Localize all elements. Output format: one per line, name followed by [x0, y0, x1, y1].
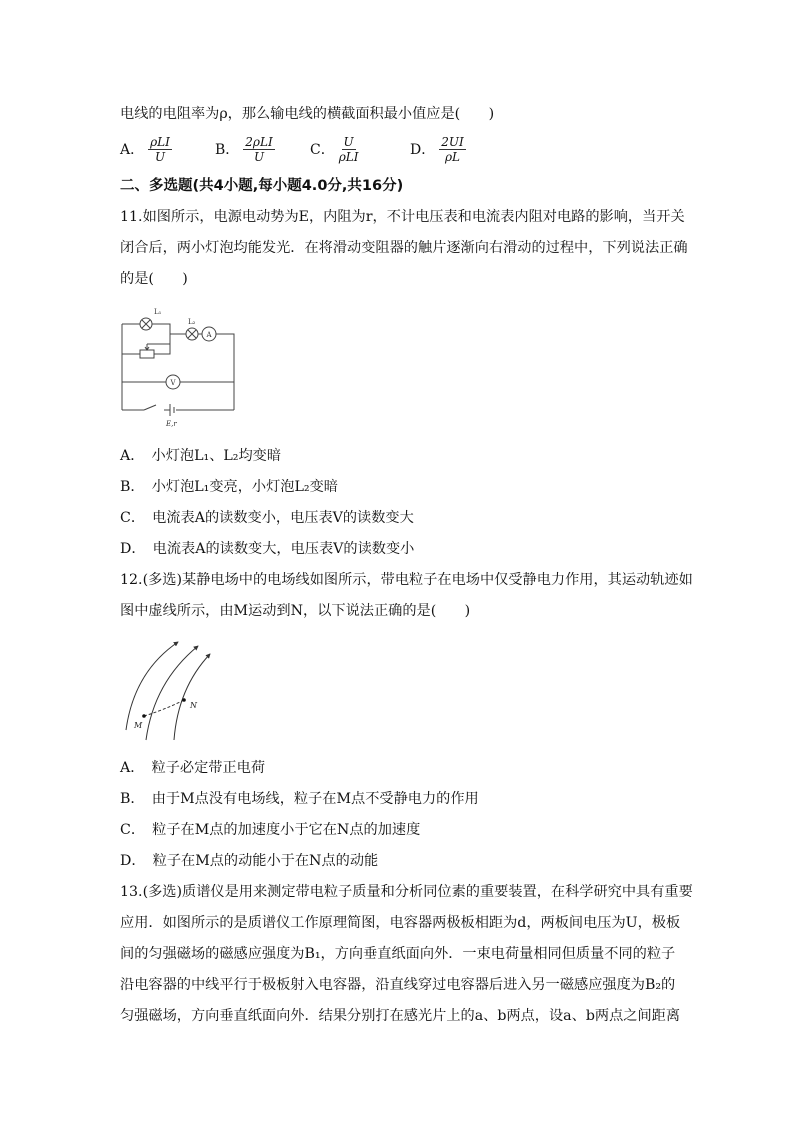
q12-option-c[interactable]: C． 粒子在M点的加速度小于它在N点的加速度: [120, 822, 421, 838]
lamp-l1-cross: [142, 320, 150, 328]
q12-option-a[interactable]: A． 粒子必定带正电荷: [120, 760, 266, 776]
option-label: C．: [310, 142, 335, 158]
denominator: ρLI: [338, 149, 359, 164]
point-m: [142, 714, 146, 718]
q13-stem-line-3: 间的匀强磁场的磁感应强度为B₁，方向垂直纸面向外．一束电荷量相同但质量不同的粒子: [120, 946, 676, 962]
field-line: [146, 646, 198, 740]
q12-stem-line-2: 图中虚线所示，由M运动到N，以下说法正确的是( ): [120, 603, 471, 619]
q11-stem-line-2: 闭合后，两小灯泡均能发光．在将滑动变阻器的触片逐渐向右滑动的过程中，下列说法正确: [120, 240, 688, 256]
fraction: [148, 135, 172, 164]
q11-stem-line-3: 的是( ): [120, 271, 188, 287]
numerator: ρLI: [150, 134, 170, 149]
q12-option-d[interactable]: D． 粒子在M点的动能小于在N点的动能: [120, 853, 379, 869]
label-ammeter: A: [206, 331, 212, 339]
fraction: [243, 135, 274, 164]
label-voltmeter: V: [170, 379, 176, 387]
q12-stem-line-1: 12.(多选)某静电场中的电场线如图所示，带电粒子在电场中仅受静电力作用，其运动轨迹如: [120, 572, 693, 588]
option-label: A．: [120, 142, 145, 158]
label-source: E,r: [166, 420, 177, 428]
q11-option-d[interactable]: D． 电流表A的读数变大，电压表V的读数变小: [120, 541, 415, 557]
q10-option-b[interactable]: [215, 132, 275, 166]
option-label: B．: [215, 142, 240, 158]
label-l1: L₁: [154, 308, 162, 316]
field-line: [174, 654, 210, 740]
denominator: U: [154, 149, 166, 164]
q13-stem-line-4: 沿电容器的中线平行于极板射入电容器，沿直线穿过电容器后进入另一磁感应强度为B₂的: [120, 977, 676, 993]
q10-option-c[interactable]: [310, 132, 358, 166]
q13-stem-line-2: 应用．如图所示的是质谱仪工作原理简图，电容器两极板相距为d，两板间电压为U，极板: [120, 915, 681, 931]
fraction: [339, 135, 359, 164]
battery-icon: [170, 404, 174, 416]
q11-option-a[interactable]: A． 小灯泡L₁、L₂均变暗: [120, 448, 282, 464]
fraction: [439, 135, 466, 164]
numerator: U: [343, 134, 354, 149]
label-l2: L₂: [188, 318, 196, 326]
q10-option-a[interactable]: [120, 132, 172, 166]
point-n: [182, 698, 186, 702]
label-m: M: [134, 721, 143, 730]
q11-circuit-figure: [118, 304, 242, 428]
rheostat-slider: [145, 344, 149, 350]
label-n: N: [190, 701, 197, 710]
q10-option-d[interactable]: [410, 132, 466, 166]
wire: [170, 334, 234, 410]
denominator: ρL: [444, 149, 460, 164]
q13-stem-line-5: 匀强磁场，方向垂直纸面向外．结果分别打在感光片上的a、b两点，设a、b两点之间距离: [120, 1008, 681, 1024]
q11-option-b[interactable]: B． 小灯泡L₁变亮，小灯泡L₂变暗: [120, 479, 338, 495]
rheostat-icon: [140, 350, 154, 358]
q10-options: [120, 132, 580, 166]
q13-stem-line-1: 13.(多选)质谱仪是用来测定带电粒子质量和分析同位素的重要装置，在科学研究中具有重要: [120, 884, 693, 900]
wire: [122, 324, 170, 334]
q12-field-figure: [120, 638, 216, 742]
q11-stem-line-1: 11.如图所示，电源电动势为E，内阻为r，不计电压表和电流表内阻对电路的影响，当开关: [120, 209, 685, 225]
lamp-l2-cross: [188, 330, 196, 338]
q10-stem-tail: 电线的电阻率为ρ，那么输电线的横截面积最小值应是( ): [120, 106, 495, 122]
denominator: U: [253, 149, 265, 164]
section-heading: 二、多选题(共4小题,每小题4.0分,共16分): [120, 178, 404, 194]
q11-option-c[interactable]: C． 电流表A的读数变小，电压表V的读数变大: [120, 510, 414, 526]
numerator: 2UI: [441, 134, 464, 149]
q12-option-b[interactable]: B． 由于M点没有电场线，粒子在M点不受静电力的作用: [120, 791, 479, 807]
numerator: 2ρLI: [245, 134, 273, 149]
option-label: D．: [410, 142, 436, 158]
switch-icon: [144, 405, 156, 410]
field-line: [126, 642, 178, 730]
